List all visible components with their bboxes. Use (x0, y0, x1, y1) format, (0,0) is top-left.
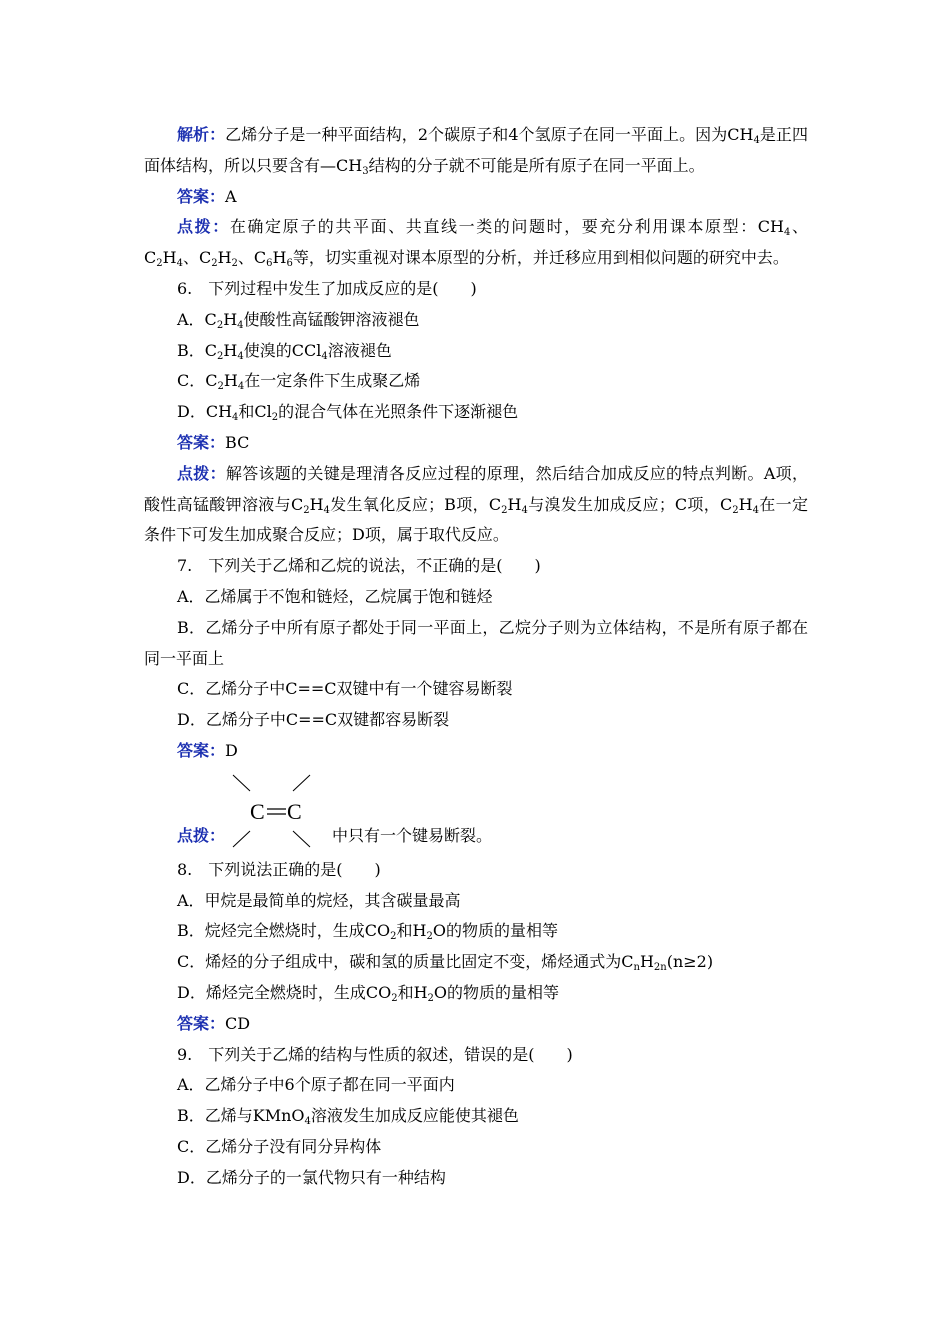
text: H (217, 248, 232, 268)
subscript: 2 (216, 319, 224, 331)
text: 使酸性高锰酸钾溶液褪色 (243, 309, 420, 329)
answer-label: 答案： (177, 432, 226, 452)
answer-value: A (225, 186, 237, 206)
carbon-right: C (287, 798, 302, 824)
subscript: 2 (390, 931, 397, 943)
text: H (223, 309, 238, 329)
bond-line (233, 775, 250, 791)
text: H (162, 248, 177, 268)
carbon-left: C (250, 798, 265, 824)
answer-label: 答案： (177, 186, 226, 206)
q7-option-d: D．乙烯分子中C==C双键都容易断裂 (177, 710, 450, 730)
q5-tip (144, 212, 808, 274)
bond-line (293, 831, 310, 847)
text: 和Cl (238, 402, 272, 422)
q5-answer (144, 182, 808, 213)
subscript: 4 (752, 504, 759, 516)
q6-answer (144, 428, 808, 459)
subscript: 3 (362, 165, 369, 177)
q9-option-a: A．乙烯分子中6个原子都在同一平面内 (177, 1075, 455, 1095)
bond-line (293, 775, 310, 791)
tip-label: 点拨： (177, 463, 226, 483)
text: 乙烯分子是一种平面结构，2个碳原子和4个氢原子在同一平面上。因为CH (225, 125, 754, 144)
subscript: 4 (237, 319, 244, 331)
text: (n≥2) (666, 952, 714, 972)
answer-label: 答案： (177, 1013, 226, 1033)
text: B．乙烯与KMnO (177, 1106, 305, 1126)
text: 等，切实重视对课本原型的分析，并迁移应用到相似问题的研究中去。 (292, 248, 789, 268)
subscript: 4 (321, 350, 328, 362)
text: 是正四面体结构，所以只要含有—CH (144, 125, 808, 175)
analysis-label: 解析： (177, 125, 226, 144)
tip-label: 点拨： (177, 825, 226, 845)
q6-stem: 6. 下列过程中发生了加成反应的是( ) (177, 278, 477, 298)
text: 、C (237, 248, 267, 268)
q6-option-a (144, 305, 808, 336)
answer-value: BC (225, 432, 250, 452)
answer-value: CD (225, 1013, 251, 1033)
text: 、C (182, 248, 212, 268)
subscript: 2 (217, 381, 224, 393)
text: C．烯烃的分子组成中，碳和氢的质量比固定不变，烯烃通式为C (177, 952, 634, 972)
subscript: 2 (501, 504, 508, 516)
text: 和H (397, 982, 428, 1002)
subscript: 2 (156, 258, 163, 270)
subscript: 4 (237, 381, 245, 393)
q9-stem: 9. 下列关于乙烯的结构与性质的叙述，错误的是( ) (177, 1044, 573, 1064)
q6-option-b (144, 336, 808, 367)
subscript: 4 (237, 350, 244, 362)
text: 使溴的CCl (243, 340, 322, 360)
subscript: 6 (266, 258, 273, 270)
subscript: 2 (231, 258, 238, 270)
subscript: 2 (427, 992, 434, 1004)
text: H (738, 494, 753, 514)
subscript: 4 (232, 412, 239, 424)
text: H (507, 494, 522, 514)
q7-option-b: B．乙烯分子中所有原子都处于同一平面上，乙烷分子则为立体结构，不是所有原子都在同一平面上 (144, 617, 808, 668)
subscript: 2 (426, 931, 433, 943)
text: H (223, 371, 238, 391)
subscript: 2 (217, 350, 224, 362)
subscript: 4 (304, 1116, 311, 1128)
text: B．C (177, 340, 218, 360)
subscript: 2 (211, 258, 218, 270)
subscript: 6 (286, 258, 293, 270)
subscript: 2 (271, 412, 279, 424)
document-page (144, 120, 808, 1194)
text: 发生氧化反应；B项，C (329, 494, 502, 514)
subscript: 2n (653, 962, 667, 974)
subscript: 4 (323, 504, 330, 516)
q6-option-c (144, 366, 808, 397)
text: 的混合气体在光照条件下逐渐褪色 (278, 402, 519, 422)
text: 在确定原子的共平面、共直线一类的问题时，要充分利用课本原型：CH (229, 217, 785, 237)
q8-option-d (144, 978, 808, 1009)
text: 和H (396, 921, 427, 941)
q9-option-d: D．乙烯分子的一氯代物只有一种结构 (177, 1167, 446, 1187)
subscript: 4 (521, 504, 528, 516)
q8-option-c (144, 947, 808, 978)
subscript: 4 (753, 135, 760, 146)
subscript: 2 (303, 504, 310, 516)
answer-label: 答案： (177, 740, 226, 760)
q8-option-a: A．甲烷是最简单的烷烃，其含碳量最高 (177, 890, 461, 910)
text: 、C (144, 217, 808, 268)
text: B．烷烃完全燃烧时，生成CO (177, 921, 391, 941)
tip-text: 中只有一个键易断裂。 (332, 825, 493, 845)
text: 溶液褪色 (327, 340, 392, 360)
q7-stem: 7. 下列关于乙烯和乙烷的说法，不正确的是( ) (177, 556, 541, 576)
q5-analysis (144, 120, 808, 182)
text: 结构的分子就不可能是所有原子在同一平面上。 (368, 155, 705, 175)
q8-answer (144, 1009, 808, 1040)
tip-label: 点拨： (177, 217, 230, 237)
text: O的物质的量相等 (433, 982, 560, 1002)
answer-value: D (225, 740, 238, 760)
q7-option-a: A．乙烯属于不饱和链烃，乙烷属于饱和链烃 (177, 586, 493, 606)
bond-line (233, 831, 250, 847)
subscript: 4 (176, 258, 183, 270)
q8-stem: 8. 下列说法正确的是( ) (177, 859, 381, 879)
text: A．C (177, 309, 217, 329)
q7-tip (144, 769, 808, 855)
ethylene-double-bond-structure (230, 769, 330, 855)
text: 溶液发生加成反应能使其褪色 (310, 1106, 519, 1126)
q9-option-c: C．乙烯分子没有同分异构体 (177, 1136, 382, 1156)
text: D．CH (177, 402, 233, 422)
text: 在一定条件下可发生加成聚合反应；D项，属于取代反应。 (144, 494, 808, 545)
q7-answer (144, 736, 808, 767)
text: H (309, 494, 324, 514)
text: 与溴发生加成反应；C项，C (527, 494, 733, 514)
text: 在一定条件下生成聚乙烯 (244, 371, 421, 391)
subscript: 4 (784, 227, 791, 239)
text: C．C (177, 371, 218, 391)
text: H (223, 340, 238, 360)
subscript: 2 (391, 992, 398, 1004)
q9-option-b (144, 1101, 808, 1132)
q6-tip (144, 459, 808, 551)
q7-option-c: C．乙烯分子中C==C双键中有一个键容易断裂 (177, 679, 513, 699)
q8-option-b (144, 916, 808, 947)
text: H (272, 248, 287, 268)
text: D．烯烃完全燃烧时，生成CO (177, 982, 392, 1002)
subscript: 2 (732, 504, 739, 516)
text: 解答该题的关键是理清各反应过程的原理，然后结合加成反应的特点判断。A项，酸性高锰酸钾溶液与C (144, 463, 808, 514)
q6-option-d (144, 397, 808, 428)
text: H (639, 952, 654, 972)
text: O的物质的量相等 (432, 921, 558, 941)
subscript: n (633, 962, 640, 974)
